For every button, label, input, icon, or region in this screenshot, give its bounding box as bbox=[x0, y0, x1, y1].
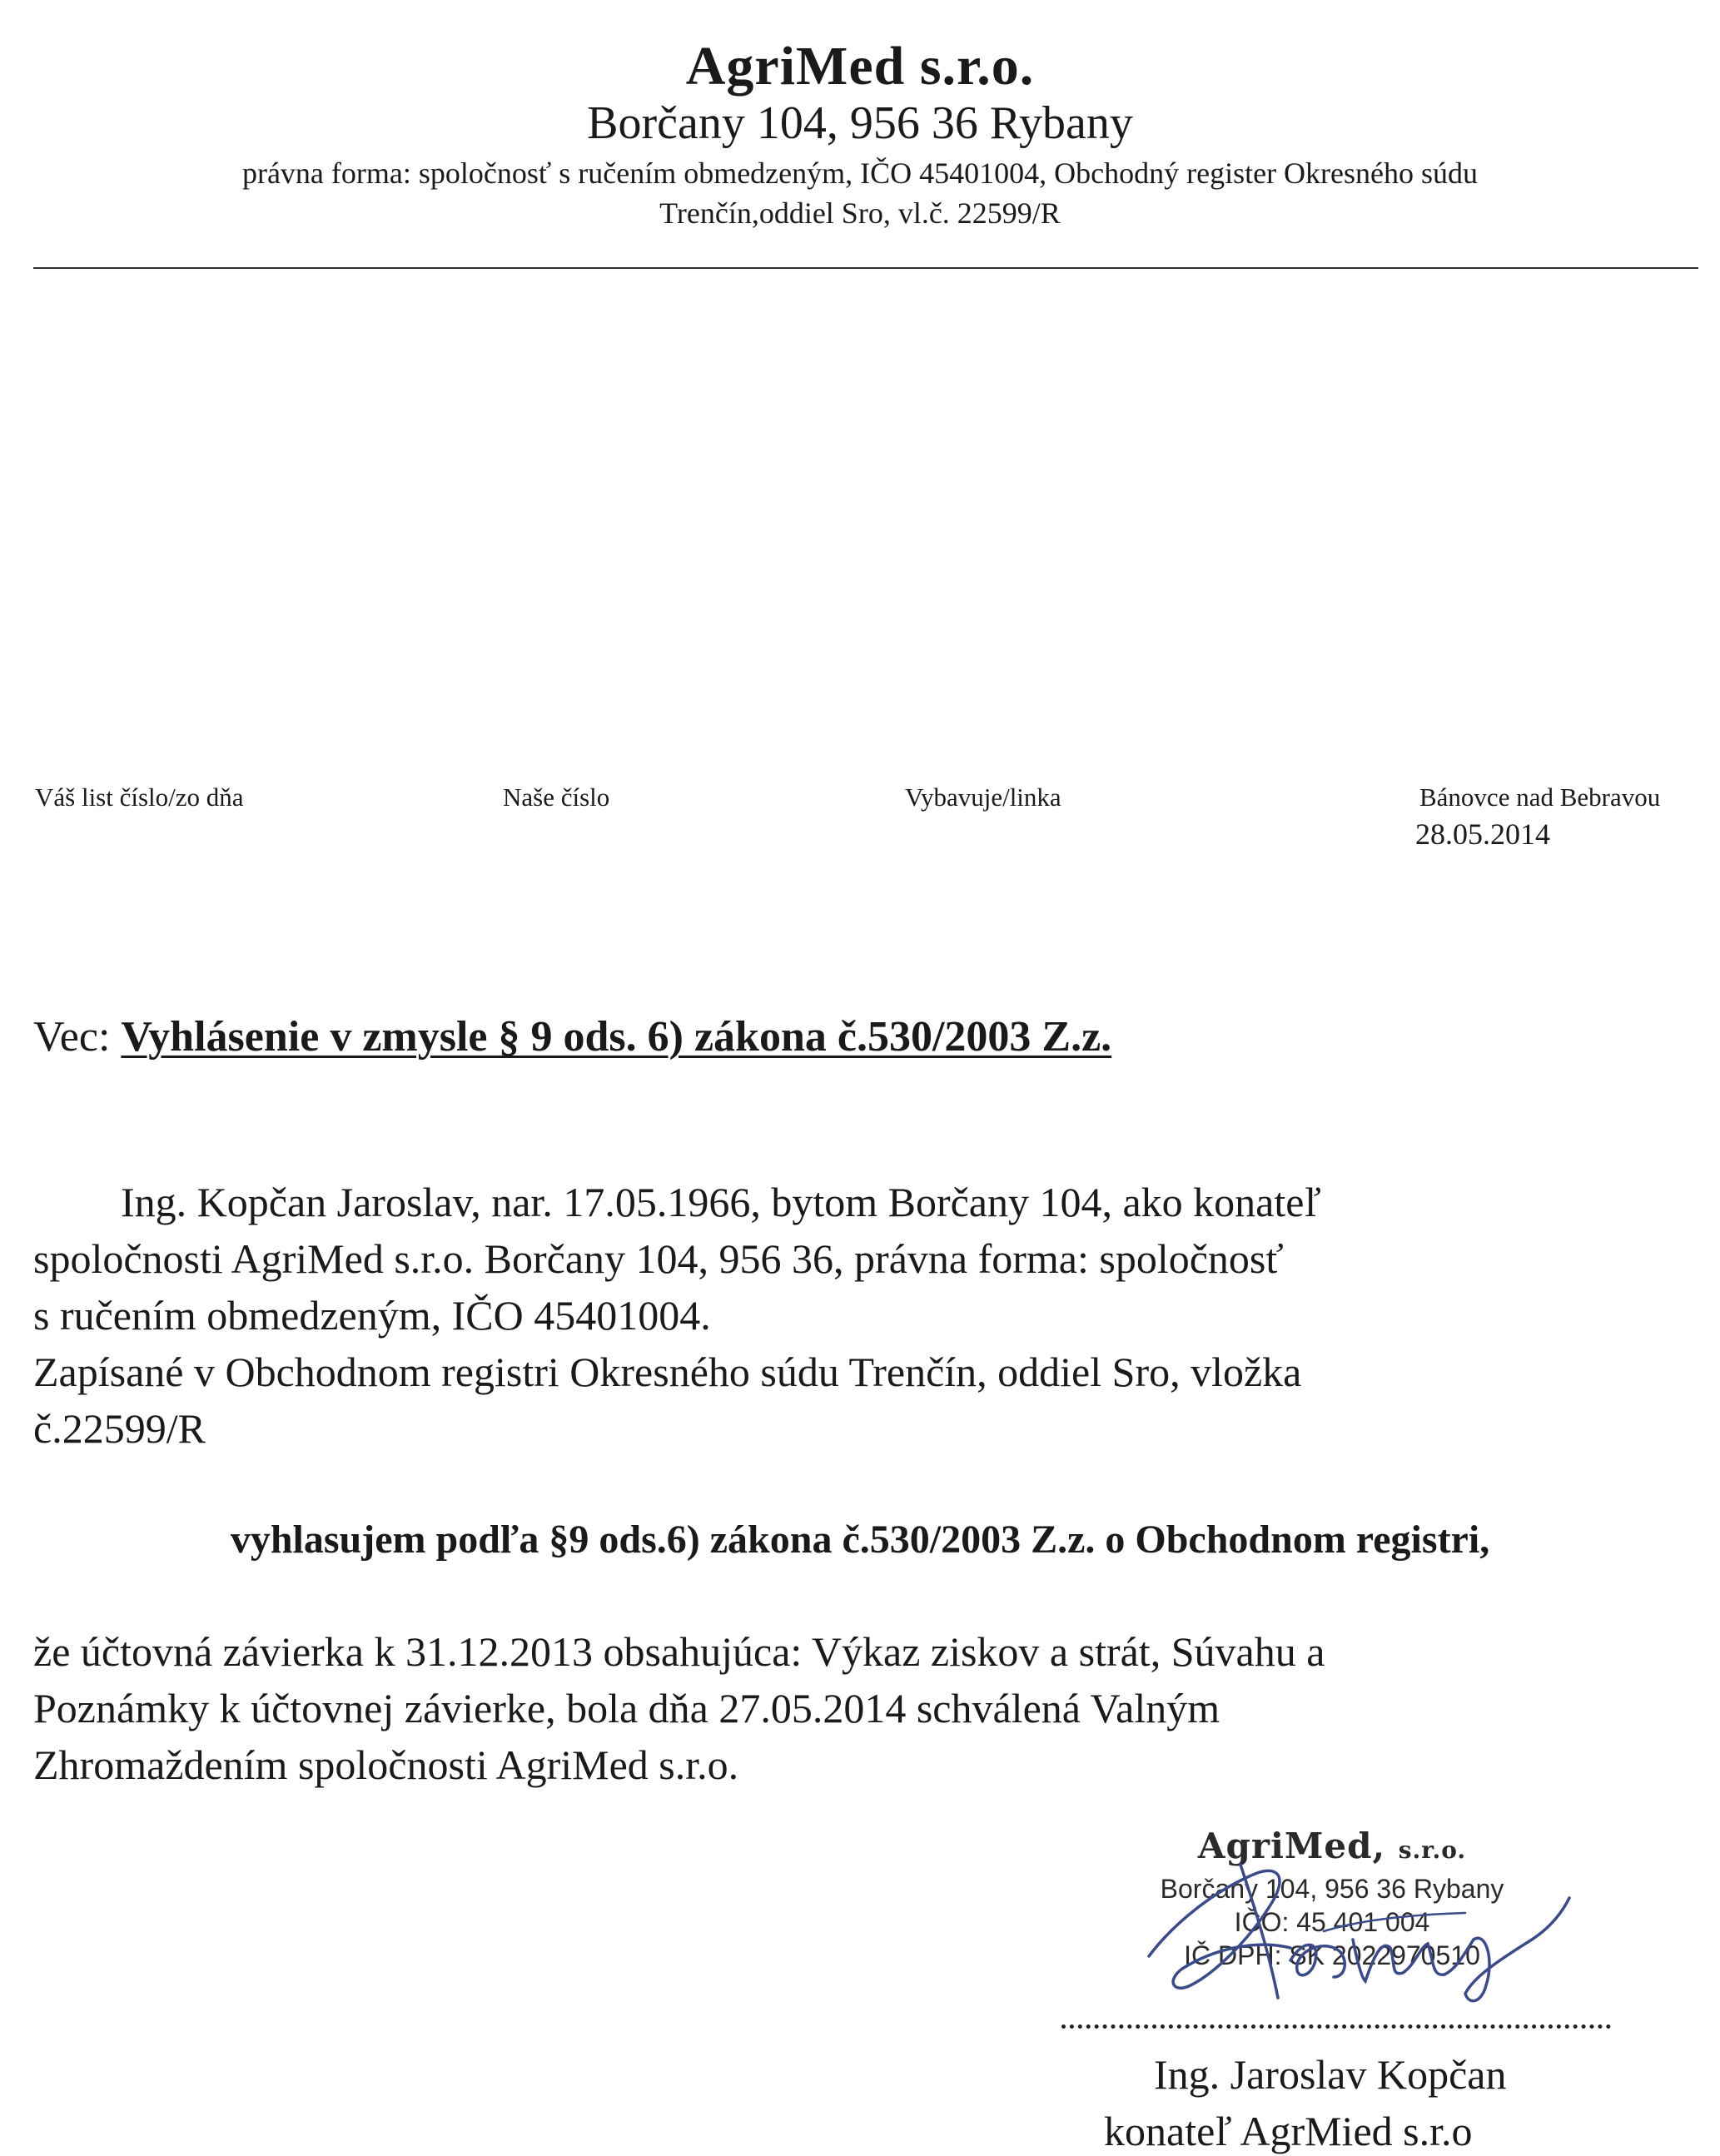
legal-line-2: Trenčín,oddiel Sro, vl.č. 22599/R bbox=[659, 196, 1061, 230]
body-paragraph bbox=[33, 1174, 1321, 1457]
closing-line: Zhromaždením spoločnosti AgriMed s.r.o. bbox=[33, 1741, 739, 1788]
declaration-statement: vyhlasujem podľa §9 ods.6) zákona č.530/2003 Z.z. o Obchodnom registri, bbox=[230, 1518, 1490, 1562]
stamp-address: Borčany 104, 956 36 Rybany bbox=[1160, 1874, 1504, 1904]
ref-our-number-label: Naše číslo bbox=[503, 782, 610, 812]
header-divider bbox=[33, 267, 1698, 269]
stamp-ico: IČO: 45 401 004 bbox=[1234, 1907, 1430, 1937]
closing-line: že účtovná závierka k 31.12.2013 obsahujúca: Výkaz ziskov a strát, Súvahu a bbox=[33, 1628, 1325, 1675]
closing-line: Poznámky k účtovnej závierke, bola dňa 27.05.2014 schválená Valným bbox=[33, 1685, 1220, 1731]
subject-text: Vyhlásenie v zmysle § 9 ods. 6) zákona č.530/2003 Z.z. bbox=[121, 1013, 1112, 1061]
company-address: Borčany 104, 956 36 Rybany bbox=[587, 97, 1133, 149]
body-line: s ručením obmedzeným, IČO 45401004. bbox=[33, 1292, 711, 1339]
signature-line bbox=[1061, 2024, 1611, 2029]
ref-your-letter-label: Váš list číslo/zo dňa bbox=[35, 782, 244, 812]
body-line: Ing. Kopčan Jaroslav, nar. 17.05.1966, bytom Borčany 104, ako konateľ bbox=[121, 1179, 1321, 1225]
ref-city: Bánovce nad Bebravou bbox=[1419, 782, 1661, 812]
company-stamp bbox=[1099, 1825, 1565, 1972]
stamp-company-text: AgriMed, bbox=[1197, 1826, 1386, 1866]
subject-line bbox=[33, 1011, 1111, 1064]
body-line: Zapísané v Obchodnom registri Okresného súdu Trenčín, oddiel Sro, vložka bbox=[33, 1349, 1302, 1395]
signer-name: Ing. Jaroslav Kopčan bbox=[1154, 2051, 1507, 2098]
stamp-dic: IČ DPH: SK 2022970510 bbox=[1184, 1940, 1480, 1970]
body-line: spoločnosti AgriMed s.r.o. Borčany 104, 956 36, právna forma: spoločnosť bbox=[33, 1235, 1284, 1282]
signer-role: konateľ AgrMied s.r.o bbox=[1104, 2108, 1473, 2154]
legal-line-1: právna forma: spoločnosť s ručením obmedzeným, IČO 45401004, Obchodný register Okresného súdu bbox=[241, 156, 1479, 190]
stamp-company-suffix: s.r.o. bbox=[1398, 1836, 1467, 1864]
company-name: AgriMed s.r.o. bbox=[685, 36, 1035, 97]
stamp-company-name bbox=[1099, 1825, 1565, 1872]
ref-date: 28.05.2014 bbox=[1415, 817, 1550, 851]
company-legal-info bbox=[0, 153, 1720, 233]
closing-paragraph bbox=[33, 1623, 1325, 1793]
subject-label: Vec: bbox=[33, 1013, 122, 1061]
body-line: č.22599/R bbox=[33, 1405, 206, 1452]
ref-handled-by-label: Vybavuje/linka bbox=[905, 782, 1061, 812]
